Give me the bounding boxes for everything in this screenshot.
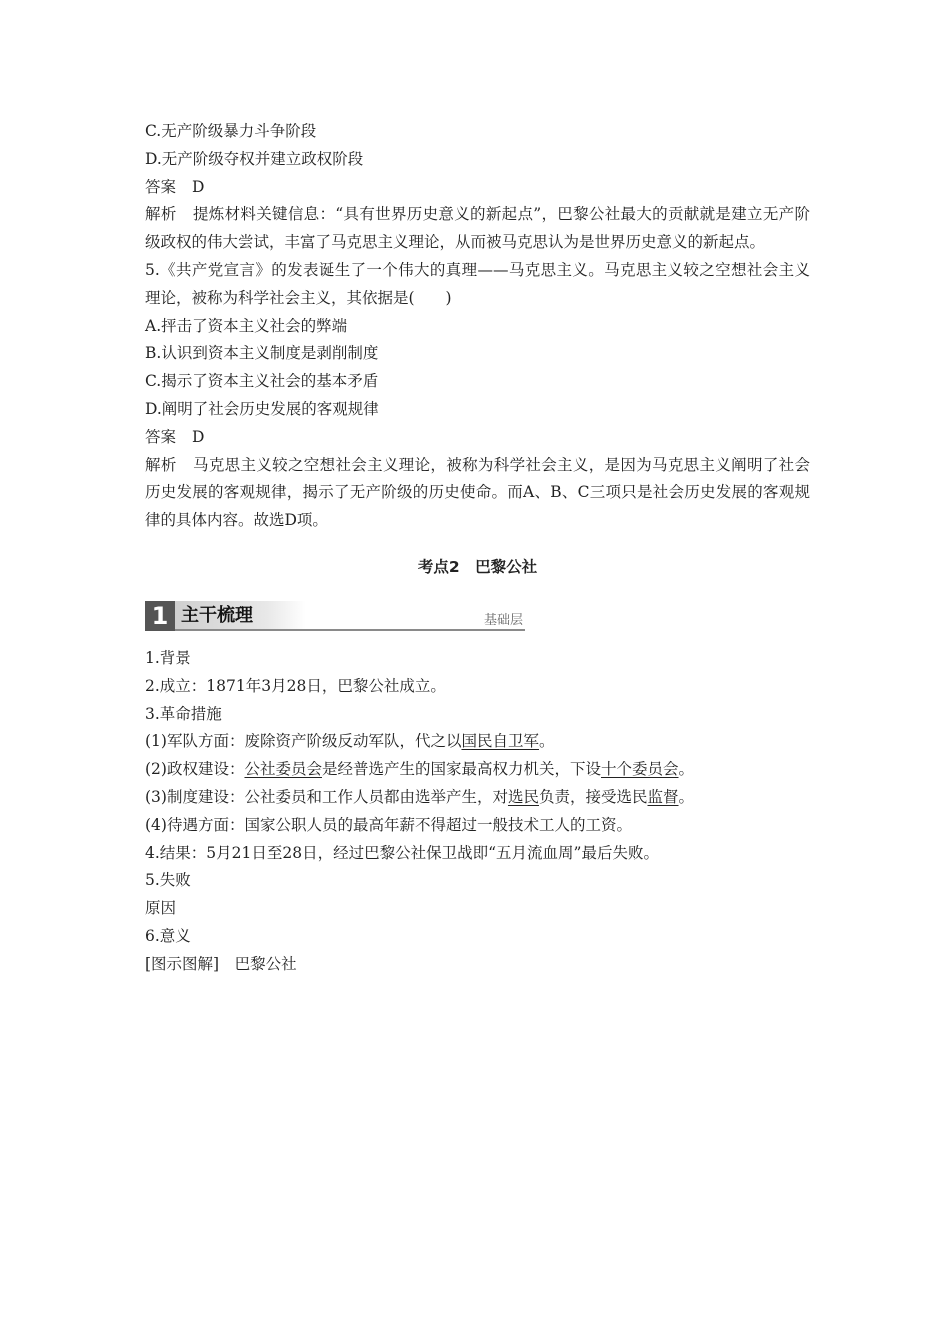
measure-text: 。 (678, 787, 695, 806)
q5-analysis (145, 452, 810, 535)
section-heading: 考点2 巴黎公社 (417, 557, 538, 576)
underlined-term: 选民 (507, 787, 539, 806)
q5-option-c: C.揭示了资本主义社会的基本矛盾 (145, 372, 379, 391)
section-banner (145, 601, 525, 631)
outline-item-1: 1.背景 (145, 648, 191, 667)
q4-option-c: C.无产阶级暴力斗争阶段 (145, 122, 317, 140)
measure-text: (1)军队方面：废除资产阶级反动军队，代之以 (145, 732, 462, 751)
outline-item-5: 5.失败 (145, 871, 191, 890)
measure-text: 是经普选产生的国家最高权力机关，下设 (321, 760, 601, 779)
diagram-caption: [图示图解] 巴黎公社 (145, 954, 297, 973)
document-page (145, 118, 810, 979)
answer-value: D (192, 427, 205, 446)
underlined-term: 国民自卫军 (461, 732, 539, 751)
analysis-label: 解析 (145, 205, 177, 224)
underlined-term: 监督 (647, 787, 679, 806)
outline-item-3: 3.革命措施 (145, 704, 222, 723)
measure-text: 。 (678, 760, 695, 779)
q4-analysis (145, 201, 810, 257)
measure-text: 负责，接受选民 (538, 787, 648, 806)
analysis-text: 提炼材料关键信息：“具有世界历史意义的新起点”，巴黎公社最大的贡献就是建立无产阶级政权的伟大尝试，丰富了马克思主义理论，从而被马克思认为是世界历史意义的新起点。 (145, 205, 810, 252)
outline-item-2: 2.成立：1871年3月28日，巴黎公社成立。 (145, 676, 446, 695)
banner-title: 主干梳理 (175, 601, 306, 631)
measure-text: (2)政权建设： (145, 760, 245, 779)
measure-3 (145, 784, 810, 812)
q4-option-d: D.无产阶级夺权并建立政权阶段 (145, 149, 364, 168)
measure-2 (145, 756, 810, 784)
q5-option-d: D.阐明了社会历史发展的客观规律 (145, 399, 379, 418)
banner-number: 1 (145, 601, 175, 631)
banner-level: 基础层 (483, 612, 523, 628)
outline-item-6: 6.意义 (145, 926, 191, 945)
measure-text: 。 (538, 732, 555, 751)
measure-4: (4)待遇方面：国家公职人员的最高年薪不得超过一般技术工人的工资。 (145, 815, 632, 834)
answer-label: 答案 (145, 427, 177, 446)
answer-value: D (192, 177, 205, 196)
measure-1 (145, 728, 810, 756)
answer-label: 答案 (145, 177, 177, 196)
banner-rule (175, 629, 525, 631)
q5-option-a: A.抨击了资本主义社会的弊端 (145, 316, 348, 335)
underlined-term: 十个委员会 (601, 760, 679, 779)
q5-answer (145, 424, 810, 452)
analysis-text: 马克思主义较之空想社会主义理论，被称为科学社会主义，是因为马克思主义阐明了社会历史发展的客观规律，揭示了无产阶级的历史使命。而A、B、C三项只是社会历史发展的客观规律的具体内容。故选D项。 (145, 455, 810, 530)
analysis-label: 解析 (145, 455, 177, 474)
failure-reason: 原因 (145, 899, 177, 918)
q4-answer (145, 174, 810, 202)
outline-item-4: 4.结果：5月21日至28日，经过巴黎公社保卫战即“五月流血周”最后失败。 (145, 843, 659, 862)
q5-option-b: B.认识到资本主义制度是剥削制度 (145, 344, 379, 363)
measure-text: (3)制度建设：公社委员和工作人员都由选举产生，对 (145, 787, 508, 806)
underlined-term: 公社委员会 (244, 760, 322, 779)
q5-stem: 5.《共产党宣言》的发表诞生了一个伟大的真理——马克思主义。马克思主义较之空想社会主义理论，被称为科学社会主义，其依据是( ) (145, 260, 810, 307)
